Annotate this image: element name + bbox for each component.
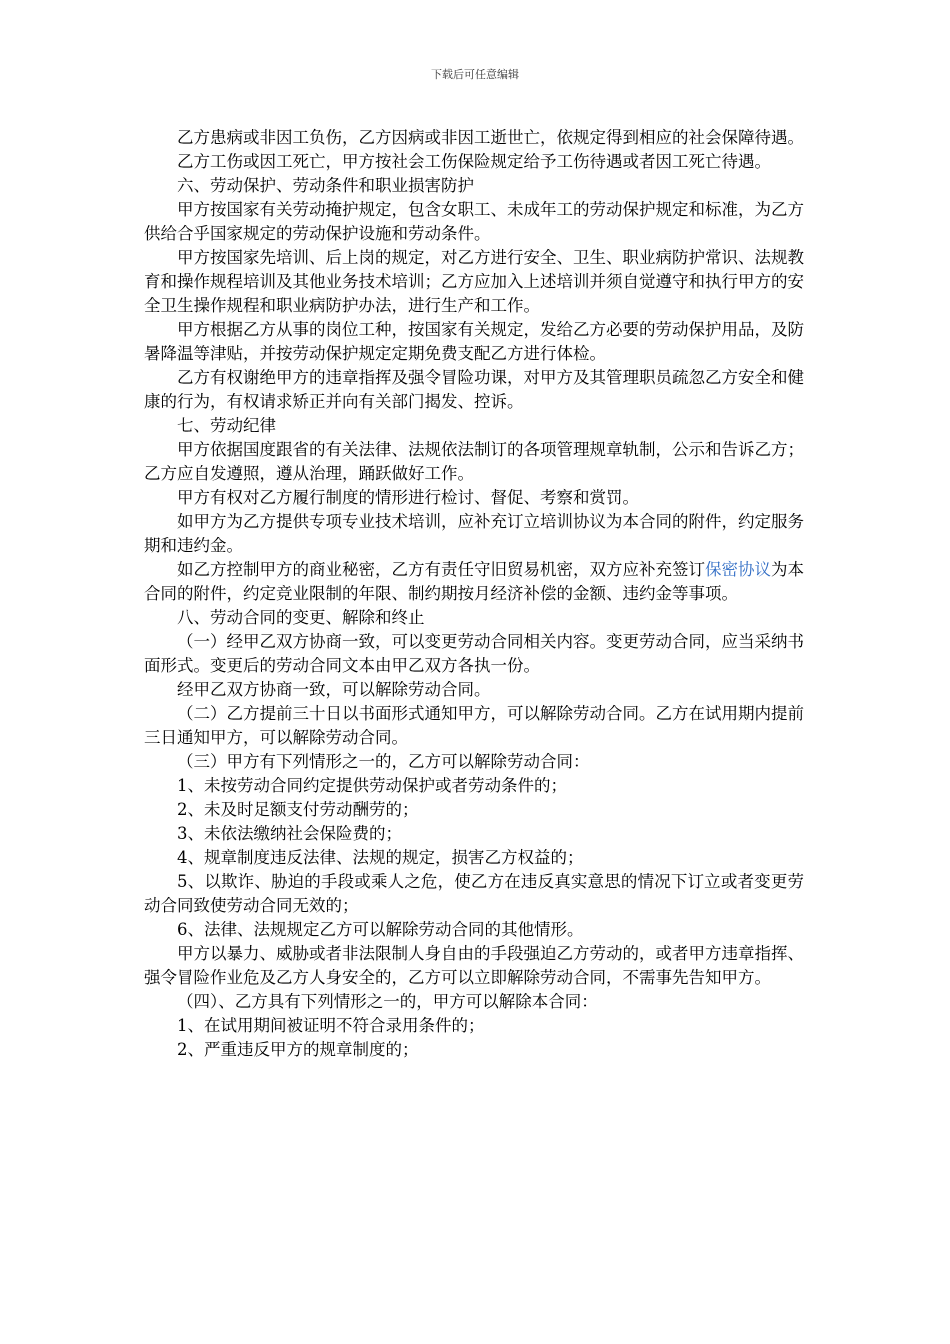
document-body xyxy=(144,126,804,1062)
list-item: 1、未按劳动合同约定提供劳动保护或者劳动条件的； xyxy=(177,776,567,795)
section-heading: 七、劳动纪律 xyxy=(177,416,276,435)
list-item: 5、以欺诈、胁迫的手段或乘人之危，使乙方在违反真实意思的情况下订立或者变更劳动合同致使劳动合同无效的； xyxy=(144,872,804,915)
list-item: 1、在试用期间被证明不符合录用条件的； xyxy=(177,1016,485,1035)
list-item: 6、法律、法规规定乙方可以解除劳动合同的其他情形。 xyxy=(177,920,584,939)
paragraph-with-link xyxy=(144,558,804,606)
paragraph-text: 如乙方控制甲方的商业秘密，乙方有责任守旧贸易机密，双方应补充签订 xyxy=(177,560,705,579)
paragraph: 甲方根据乙方从事的岗位工种，按国家有关规定，发给乙方必要的劳动保护用品，及防暑降温等津贴，并按劳动保护规定定期免费支配乙方进行体检。 xyxy=(144,320,804,363)
paragraph: 甲方依据国度跟省的有关法律、法规依法制订的各项管理规章轨制，公示和告诉乙方；乙方应自发遵照，遵从治理，踊跃做好工作。 xyxy=(144,440,804,483)
paragraph: 甲方按国家先培训、后上岗的规定，对乙方进行安全、卫生、职业病防护常识、法规教育和操作规程培训及其他业务技术培训；乙方应加入上述培训并须自觉遵守和执行甲方的安全卫生操作规程和职业病防护办法，进行生产和工作。 xyxy=(144,248,804,315)
paragraph: （三）甲方有下列情形之一的，乙方可以解除劳动合同： xyxy=(177,752,590,771)
section-heading: 八、劳动合同的变更、解除和终止 xyxy=(177,608,425,627)
paragraph: 如甲方为乙方提供专项专业技术培训，应补充订立培训协议为本合同的附件，约定服务期和违约金。 xyxy=(144,512,804,555)
paragraph: 乙方工伤或因工死亡，甲方按社会工伤保险规定给予工伤待遇或者因工死亡待遇。 xyxy=(177,152,771,171)
paragraph: 甲方有权对乙方履行制度的情形进行检讨、督促、考察和赏罚。 xyxy=(177,488,639,507)
confidentiality-agreement-link[interactable]: 保密协议 xyxy=(705,560,771,579)
paragraph: （二）乙方提前三十日以书面形式通知甲方，可以解除劳动合同。乙方在试用期内提前三日通知甲方，可以解除劳动合同。 xyxy=(144,704,804,747)
paragraph: 经甲乙双方协商一致，可以解除劳动合同。 xyxy=(177,680,491,699)
list-item: 2、严重违反甲方的规章制度的； xyxy=(177,1040,419,1059)
page-header: 下载后可任意编辑 xyxy=(431,68,519,81)
paragraph: （四）、乙方具有下列情形之一的，甲方可以解除本合同： xyxy=(177,992,598,1011)
paragraph-text: 为本合同的附件，约定竞业限制的年限、制约期按月经济补偿的金额、违约金等事项。 xyxy=(144,560,804,603)
paragraph: 甲方以暴力、威胁或者非法限制人身自由的手段强迫乙方劳动的，或者甲方违章指挥、强令冒险作业危及乙方人身安全的，乙方可以立即解除劳动合同，不需事先告知甲方。 xyxy=(144,944,804,987)
paragraph: 乙方有权谢绝甲方的违章指挥及强令冒险功课，对甲方及其管理职员疏忽乙方安全和健康的行为，有权请求矫正并向有关部门揭发、控诉。 xyxy=(144,368,804,411)
paragraph: （一）经甲乙双方协商一致，可以变更劳动合同相关内容。变更劳动合同，应当采纳书面形式。变更后的劳动合同文本由甲乙双方各执一份。 xyxy=(144,632,804,675)
list-item: 2、未及时足额支付劳动酬劳的； xyxy=(177,800,419,819)
list-item: 4、规章制度违反法律、法规的规定，损害乙方权益的； xyxy=(177,848,584,867)
paragraph: 乙方患病或非因工负伤，乙方因病或非因工逝世亡，依规定得到相应的社会保障待遇。 xyxy=(177,128,804,147)
paragraph: 甲方按国家有关劳动掩护规定，包含女职工、未成年工的劳动保护规定和标准，为乙方供给合乎国家规定的劳动保护设施和劳动条件。 xyxy=(144,200,804,243)
section-heading: 六、劳动保护、劳动条件和职业损害防护 xyxy=(177,176,474,195)
list-item: 3、未依法缴纳社会保险费的； xyxy=(177,824,402,843)
